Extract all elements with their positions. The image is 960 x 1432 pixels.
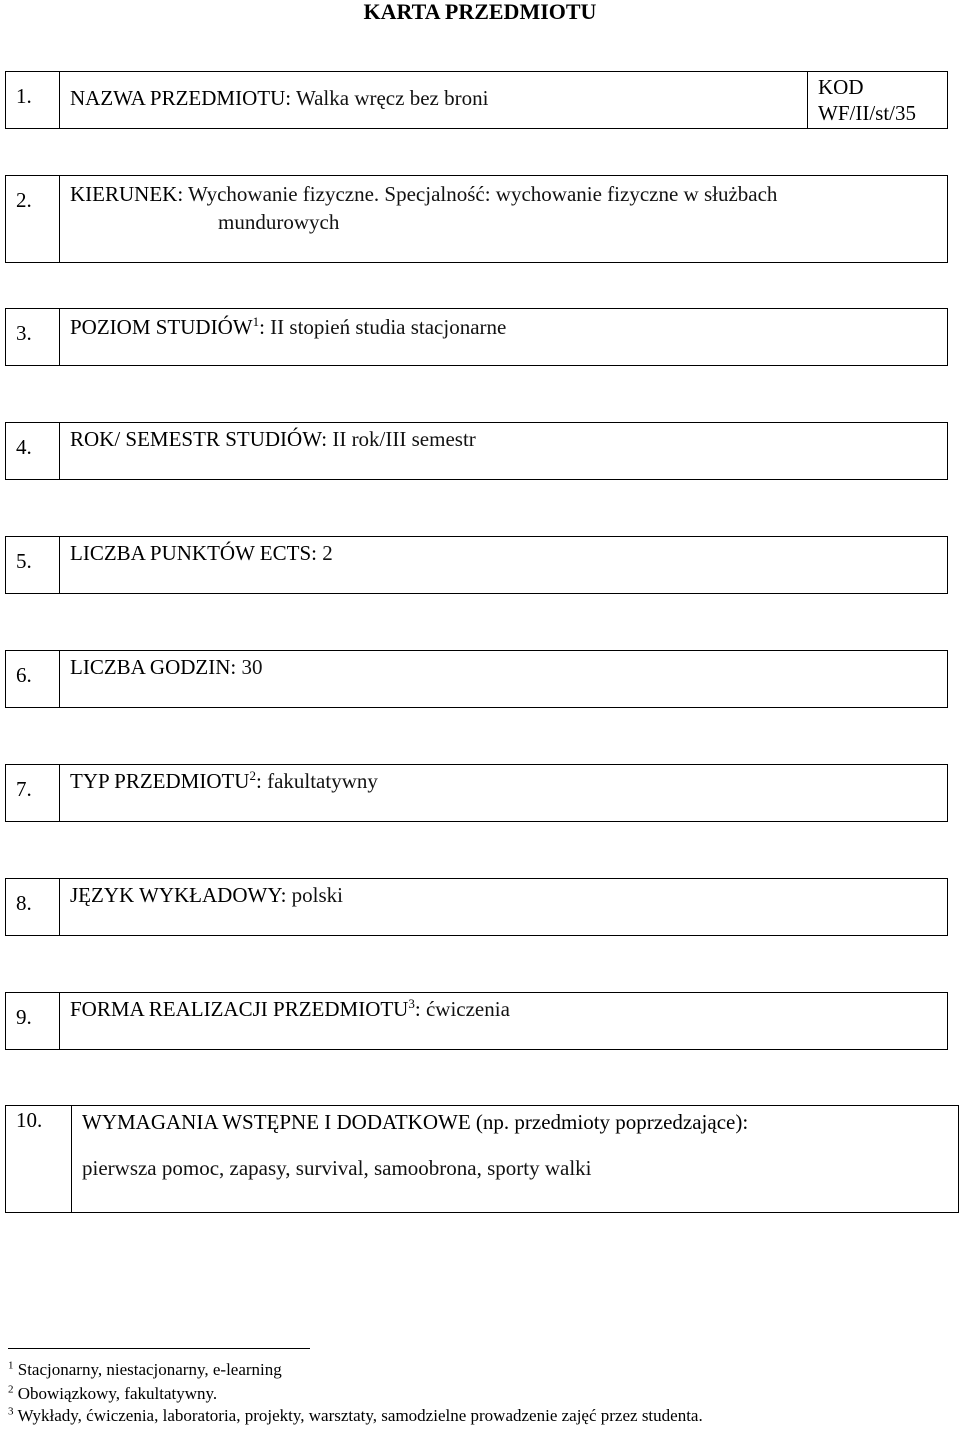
row-liczba-godzin [5,650,948,708]
field-label: LICZBA PUNKTÓW ECTS: [70,541,317,565]
field-value: Wychowanie fizyczne. Specjalność: wychowanie fizyczne w służbach [188,182,778,206]
field-label: FORMA REALIZACJI PRZEDMIOTU [70,997,409,1021]
row-nazwa-przedmiotu [5,71,948,129]
row-forma-realizacji [5,992,948,1050]
field-value: II rok/III semestr [332,427,476,451]
footnote-ref: 2 [249,768,256,783]
footnote-ref: 1 [252,314,260,329]
row-content [60,72,807,128]
footnote-text: Obowiązkowy, fakultatywny. [17,1384,218,1403]
row-content [60,879,947,935]
footnote-separator [8,1348,310,1349]
row-number: 8. [6,879,60,935]
field-value: Walka wręcz bez broni [295,86,489,110]
footnote-1 [8,1360,282,1380]
kod-label: KOD [818,75,864,99]
row-number: 4. [6,423,60,479]
field-value: 2 [322,541,333,565]
footnote-3 [8,1406,703,1426]
row-rok-semestr [5,422,948,480]
row-wymagania-wstepne [5,1105,959,1213]
row-kierunek [5,175,948,263]
footnote-text: Wykłady, ćwiczenia, laboratoria, projekty, warsztaty, samodzielne prowadzenie zajęć przez studenta. [17,1406,703,1425]
field-label: NAZWA PRZEDMIOTU: [70,86,292,110]
field-label: LICZBA GODZIN: [70,655,237,679]
row-content [60,309,947,365]
footnote-mark: 1 [8,1359,14,1372]
field-label-colon: : [414,997,421,1021]
field-value: pierwsza pomoc, zapasy, survival, samoobrona, sporty walki [82,1156,592,1180]
field-label: TYP PRZEDMIOTU [70,769,250,793]
page-title: KARTA PRZEDMIOTU [363,0,597,24]
field-value: 30 [241,655,263,679]
field-label: JĘZYK WYKŁADOWY: [70,883,287,907]
row-number: 2. [6,176,60,262]
row-content [60,651,947,707]
field-label-colon: : [255,769,262,793]
kod-value: WF/II/st/35 [818,101,916,125]
row-number: 10. [6,1106,72,1212]
field-value: ćwiczenia [425,997,510,1021]
row-content [60,993,947,1049]
footnote-mark: 2 [8,1383,14,1396]
field-label: WYMAGANIA WSTĘPNE I DODATKOWE (np. przedmioty poprzedzające): [82,1110,749,1134]
row-jezyk-wykladowy [5,878,948,936]
row-number: 3. [6,309,60,365]
footnote-mark: 3 [8,1405,14,1418]
field-value-continued: mundurowych [218,210,340,234]
row-content [60,423,947,479]
field-value: polski [291,883,343,907]
field-label: ROK/ SEMESTR STUDIÓW: [70,427,328,451]
kod-cell [807,72,947,128]
field-value: fakultatywny [267,769,378,793]
field-label: POZIOM STUDIÓW [70,315,253,339]
row-content [60,537,947,593]
row-poziom-studiow [5,308,948,366]
row-content [72,1106,958,1212]
row-number: 1. [6,72,60,128]
row-content [60,765,947,821]
field-value: II stopień studia stacjonarne [270,315,507,339]
row-content [60,176,947,262]
row-punkty-ects [5,536,948,594]
row-typ-przedmiotu [5,764,948,822]
field-label: KIERUNEK: [70,182,184,206]
field-label-colon: : [259,315,265,339]
row-number: 5. [6,537,60,593]
row-number: 7. [6,765,60,821]
footnote-text: Stacjonarny, niestacjonarny, e-learning [17,1360,282,1379]
footnote-2 [8,1384,217,1404]
footnote-ref: 3 [408,996,415,1011]
row-number: 6. [6,651,60,707]
row-number: 9. [6,993,60,1049]
